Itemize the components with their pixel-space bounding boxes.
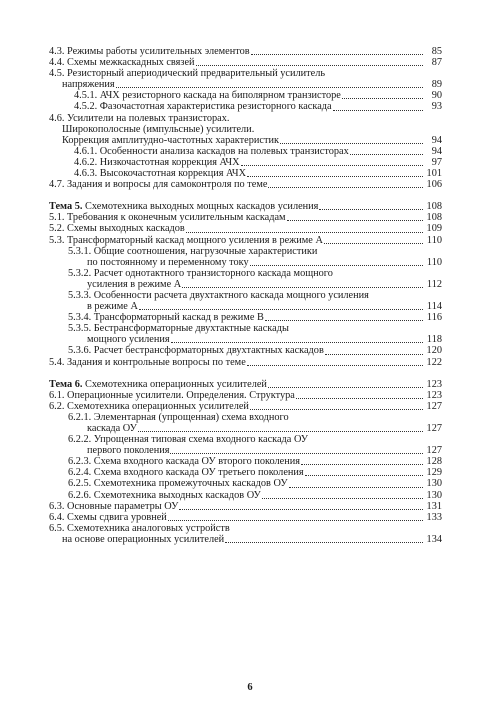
toc-entry-text: 5.3.2. Расчет однотактного транзисторного каскада мощного xyxy=(68,267,333,279)
toc-entry-title xyxy=(49,501,178,512)
toc-entry-title xyxy=(49,179,267,190)
toc-page-number: 93 xyxy=(431,101,442,113)
toc-page-number: 97 xyxy=(431,156,442,168)
dot-leader xyxy=(168,520,423,521)
toc-entry[interactable] xyxy=(49,212,442,223)
toc-entry[interactable] xyxy=(49,456,442,467)
toc-entry-title xyxy=(62,534,224,545)
toc-entry[interactable] xyxy=(49,157,442,168)
toc-entry-title xyxy=(68,246,317,257)
toc-entry-title xyxy=(49,235,323,246)
toc-page-number: 114 xyxy=(426,301,442,313)
dot-leader xyxy=(289,487,423,488)
toc-entry-text: на основе операционных усилителей xyxy=(62,533,225,545)
dot-leader xyxy=(186,232,423,233)
dot-leader xyxy=(265,320,423,321)
toc-entry-text: в режиме А xyxy=(87,301,138,313)
toc-entry-text: 5.2. Схемы выходных каскадов xyxy=(49,223,185,235)
toc-entry[interactable] xyxy=(49,135,442,146)
toc-entry[interactable] xyxy=(49,423,442,434)
toc-entry-title xyxy=(87,257,249,268)
toc-entry[interactable] xyxy=(49,512,442,523)
toc-entry-title xyxy=(49,57,195,68)
toc-entry-text: 4.5.1. АЧХ резисторного каскада на биполярном транзисторе xyxy=(74,90,341,102)
toc-entry[interactable] xyxy=(49,478,442,489)
toc-entry-text: 4.5.2. Фазочастотная характеристика резисторного каскада xyxy=(74,101,332,113)
toc-entry-text: первого поколения xyxy=(87,445,170,457)
toc-page-number: 130 xyxy=(426,478,442,490)
toc-entry-text: 6.2.3. Схема входного каскада ОУ второго поколения xyxy=(68,456,300,468)
dot-leader xyxy=(325,354,423,355)
toc-entry[interactable] xyxy=(49,345,442,356)
toc-entry[interactable] xyxy=(49,501,442,512)
toc-entry-title xyxy=(49,379,267,390)
dot-leader xyxy=(171,342,423,343)
toc-entry[interactable] xyxy=(49,179,442,190)
toc-entry-text: 5.3. Трансформаторный каскад мощного усиления в режиме А xyxy=(49,234,323,246)
dot-leader xyxy=(179,509,423,510)
toc-entry-title xyxy=(62,79,115,90)
toc-entry[interactable] xyxy=(49,101,442,112)
toc-page-number: 129 xyxy=(426,467,442,479)
toc-entry-title xyxy=(68,467,304,478)
toc-entry[interactable] xyxy=(49,412,442,423)
toc-entry-text: 5.1. Требования к оконечным усилительным каскадам xyxy=(49,212,286,224)
toc-entry[interactable] xyxy=(49,268,442,279)
toc-entry-title xyxy=(49,68,325,79)
toc-entry-text: Широкополосные (импульсные) усилители. xyxy=(62,123,255,135)
toc-entry-title xyxy=(49,390,295,401)
toc-entry-text: напряжения xyxy=(62,79,115,91)
section-gap xyxy=(49,190,442,201)
toc-entry[interactable] xyxy=(49,290,442,301)
toc-page-number: 130 xyxy=(426,489,442,501)
toc-entry-title xyxy=(74,90,341,101)
toc-entry-title xyxy=(68,434,308,445)
dot-leader xyxy=(170,453,423,454)
toc-entry-text: 4.6.2. Низкочастотная коррекция АЧХ xyxy=(74,156,240,168)
toc-entry-text: 6.4. Схемы сдвига уровней xyxy=(49,511,167,523)
toc-entry[interactable] xyxy=(49,246,442,257)
toc-page-number: 133 xyxy=(426,511,442,523)
toc-entry-title xyxy=(74,157,240,168)
toc-entry-title xyxy=(68,323,289,334)
toc-entry-title xyxy=(68,490,261,501)
dot-leader xyxy=(287,220,423,221)
toc-entry-text: 5.3.6. Расчет бестрансформаторных двухтактных каскадов xyxy=(68,345,324,357)
toc-page-number: 127 xyxy=(426,445,442,457)
toc-entry[interactable] xyxy=(49,434,442,445)
toc-entry-text: 6.2.6. Схемотехника выходных каскадов ОУ xyxy=(68,489,261,501)
toc-page-number: 89 xyxy=(431,79,442,91)
toc-entry-title xyxy=(68,478,288,489)
toc-entry-text: 4.6. Усилители на полевых транзисторах. xyxy=(49,112,230,124)
page-number: 6 xyxy=(247,682,253,693)
toc-entry-title xyxy=(49,401,249,412)
dot-leader xyxy=(116,87,423,88)
toc-page-number: 122 xyxy=(426,356,442,368)
toc-entry-title xyxy=(68,345,324,356)
toc-entry-title xyxy=(87,423,137,434)
toc-page-number: 120 xyxy=(426,345,442,357)
toc-entry-text: мощного усиления xyxy=(87,334,170,346)
toc-entry-title xyxy=(87,279,181,290)
toc-page-number: 108 xyxy=(426,212,442,224)
toc-entry-title xyxy=(68,268,333,279)
toc-entry-text: усиления в режиме А xyxy=(87,278,182,290)
section-gap xyxy=(49,368,442,379)
toc-page-number: 94 xyxy=(431,134,442,146)
dot-leader xyxy=(333,110,423,111)
toc-page-number: 110 xyxy=(426,234,442,246)
toc-page-number: 110 xyxy=(426,256,442,268)
toc-page-number: 112 xyxy=(426,278,442,290)
toc-entry-title xyxy=(49,523,230,534)
toc-entry[interactable] xyxy=(49,223,442,234)
toc-page-number: 109 xyxy=(426,223,442,235)
toc-entry-text: 6.2.2. Упрощенная типовая схема входного каскада ОУ xyxy=(68,434,309,446)
toc-entry[interactable] xyxy=(49,257,442,268)
toc-entry-title xyxy=(68,412,289,423)
toc-entry-text: по постоянному и переменному току xyxy=(87,256,249,268)
dot-leader xyxy=(241,165,423,166)
dot-leader xyxy=(250,265,423,266)
toc-entry-title xyxy=(68,312,264,323)
toc-entry[interactable] xyxy=(49,46,442,57)
toc-entry-text: 4.5. Резисторный апериодический предварительный усилитель xyxy=(49,68,326,80)
toc-page-number: 108 xyxy=(426,201,442,213)
toc-entry-title xyxy=(49,212,286,223)
toc-page-number: 128 xyxy=(426,456,442,468)
toc-entry[interactable] xyxy=(49,279,442,290)
toc-entry-text: Схемотехника выходных мощных каскадов усиления xyxy=(82,201,319,213)
dot-leader xyxy=(296,398,423,399)
toc-entry-text: 4.3. Режимы работы усилительных элементов xyxy=(49,46,250,57)
dot-leader xyxy=(182,287,423,288)
toc-entry-title xyxy=(49,113,229,124)
toc-page-number: 101 xyxy=(426,168,442,180)
toc-entry[interactable] xyxy=(49,68,442,79)
toc-entry-title xyxy=(87,445,169,456)
toc-entry-title xyxy=(49,357,246,368)
toc-entry-text: Схемотехника операционных усилителей xyxy=(82,378,267,390)
toc-entry[interactable] xyxy=(49,301,442,312)
toc-entry[interactable] xyxy=(49,445,442,456)
dot-leader xyxy=(251,54,423,55)
toc-entry[interactable] xyxy=(49,124,442,135)
toc-entry-title xyxy=(87,334,170,345)
toc-page-number: 118 xyxy=(426,334,442,346)
toc-entry[interactable] xyxy=(49,490,442,501)
toc-entry-title xyxy=(68,456,300,467)
dot-leader xyxy=(301,464,423,465)
toc-page-number: 85 xyxy=(431,46,442,57)
toc-page-number: 134 xyxy=(426,533,442,545)
toc-entry[interactable] xyxy=(49,312,442,323)
toc-entry-text: 6.2.4. Схема входного каскада ОУ третьего поколения xyxy=(68,467,304,479)
dot-leader xyxy=(262,498,423,499)
toc-entry-text: 6.2.1. Элементарная (упрощенная) схема входного xyxy=(68,411,289,423)
toc-entry-text: каскада ОУ xyxy=(87,423,137,434)
toc-entry[interactable] xyxy=(49,113,442,124)
dot-leader xyxy=(305,475,423,476)
toc-entry[interactable] xyxy=(49,523,442,534)
dot-leader xyxy=(268,387,423,388)
toc-entry-title xyxy=(74,101,332,112)
toc-entry[interactable] xyxy=(49,379,442,390)
dot-leader xyxy=(319,209,423,210)
toc-entry-text: 6.2.5. Схемотехника промежуточных каскадов ОУ xyxy=(68,478,288,490)
toc-page-number: 123 xyxy=(426,378,442,390)
toc-entry-title xyxy=(68,290,369,301)
toc-entry-title xyxy=(49,223,185,234)
dot-leader xyxy=(342,98,423,99)
toc-entry-text: 5.3.1. Общие соотношения, нагрузочные характеристики xyxy=(68,245,318,257)
toc-page-number: 106 xyxy=(426,179,442,191)
dot-leader xyxy=(138,431,423,432)
table-of-contents xyxy=(49,46,442,545)
toc-theme-label: Тема 6. xyxy=(49,378,83,390)
toc-page-number: 127 xyxy=(426,423,442,434)
toc-entry[interactable] xyxy=(49,201,442,212)
toc-entry-title xyxy=(62,124,254,135)
toc-entry-title xyxy=(49,46,250,57)
toc-entry[interactable] xyxy=(49,146,442,157)
toc-entry[interactable] xyxy=(49,90,442,101)
toc-page-number: 131 xyxy=(426,500,442,512)
toc-entry[interactable] xyxy=(49,79,442,90)
toc-entry[interactable] xyxy=(49,390,442,401)
toc-entry[interactable] xyxy=(49,323,442,334)
toc-entry-text: 4.4. Схемы межкаскадных связей xyxy=(49,57,195,69)
toc-entry[interactable] xyxy=(49,235,442,246)
toc-page-number: 116 xyxy=(426,312,442,324)
toc-entry-text: 6.1. Операционные усилители. Определения. Структура xyxy=(49,389,295,401)
dot-leader xyxy=(350,154,423,155)
toc-entry-text: Коррекция амплитудно-частотных характеристик xyxy=(62,134,279,146)
toc-entry[interactable] xyxy=(49,334,442,345)
toc-entry[interactable] xyxy=(49,401,442,412)
toc-theme-label: Тема 5. xyxy=(49,201,83,213)
toc-entry-text: 4.6.3. Высокочастотная коррекция АЧХ xyxy=(74,168,247,180)
toc-entry-text: 6.5. Схемотехника аналоговых устройств xyxy=(49,522,230,534)
dot-leader xyxy=(139,309,423,310)
dot-leader xyxy=(247,176,423,177)
toc-entry-text: 4.7. Задания и вопросы для самоконтроля по теме xyxy=(49,179,268,191)
toc-entry[interactable] xyxy=(49,357,442,368)
dot-leader xyxy=(196,65,423,66)
toc-entry-text: 5.3.5. Бестрансформаторные двухтактные каскады xyxy=(68,323,289,335)
dot-leader xyxy=(250,409,423,410)
toc-entry-title xyxy=(49,201,318,212)
dot-leader xyxy=(280,143,423,144)
toc-entry-title xyxy=(62,135,279,146)
toc-entry-text: 6.3. Основные параметры ОУ xyxy=(49,500,179,512)
toc-page-number: 94 xyxy=(431,145,442,157)
toc-page-number: 87 xyxy=(431,57,442,69)
toc-entry-text: 6.2. Схемотехника операционных усилителей xyxy=(49,400,249,412)
dot-leader xyxy=(268,187,423,188)
dot-leader xyxy=(247,365,423,366)
toc-entry-title xyxy=(49,512,167,523)
dot-leader xyxy=(225,542,423,543)
toc-entry-title xyxy=(74,168,246,179)
toc-entry-text: 5.3.3. Особенности расчета двухтактного каскада мощного усиления xyxy=(68,289,369,301)
toc-page-number: 123 xyxy=(426,389,442,401)
toc-entry-text: 4.6.1. Особенности анализа каскадов на полевых транзисторах xyxy=(74,145,349,157)
toc-entry-text: 5.3.4. Трансформаторный каскад в режиме В xyxy=(68,312,264,324)
toc-entry[interactable] xyxy=(49,534,442,545)
toc-entry[interactable] xyxy=(49,168,442,179)
toc-page-number: 90 xyxy=(431,90,442,102)
toc-entry[interactable] xyxy=(49,467,442,478)
toc-entry-title xyxy=(74,146,349,157)
toc-entry[interactable] xyxy=(49,57,442,68)
toc-page-number: 127 xyxy=(426,400,442,412)
toc-entry-text: 5.4. Задания и контрольные вопросы по теме xyxy=(49,356,246,368)
dot-leader xyxy=(324,243,423,244)
toc-entry-title xyxy=(87,301,138,312)
